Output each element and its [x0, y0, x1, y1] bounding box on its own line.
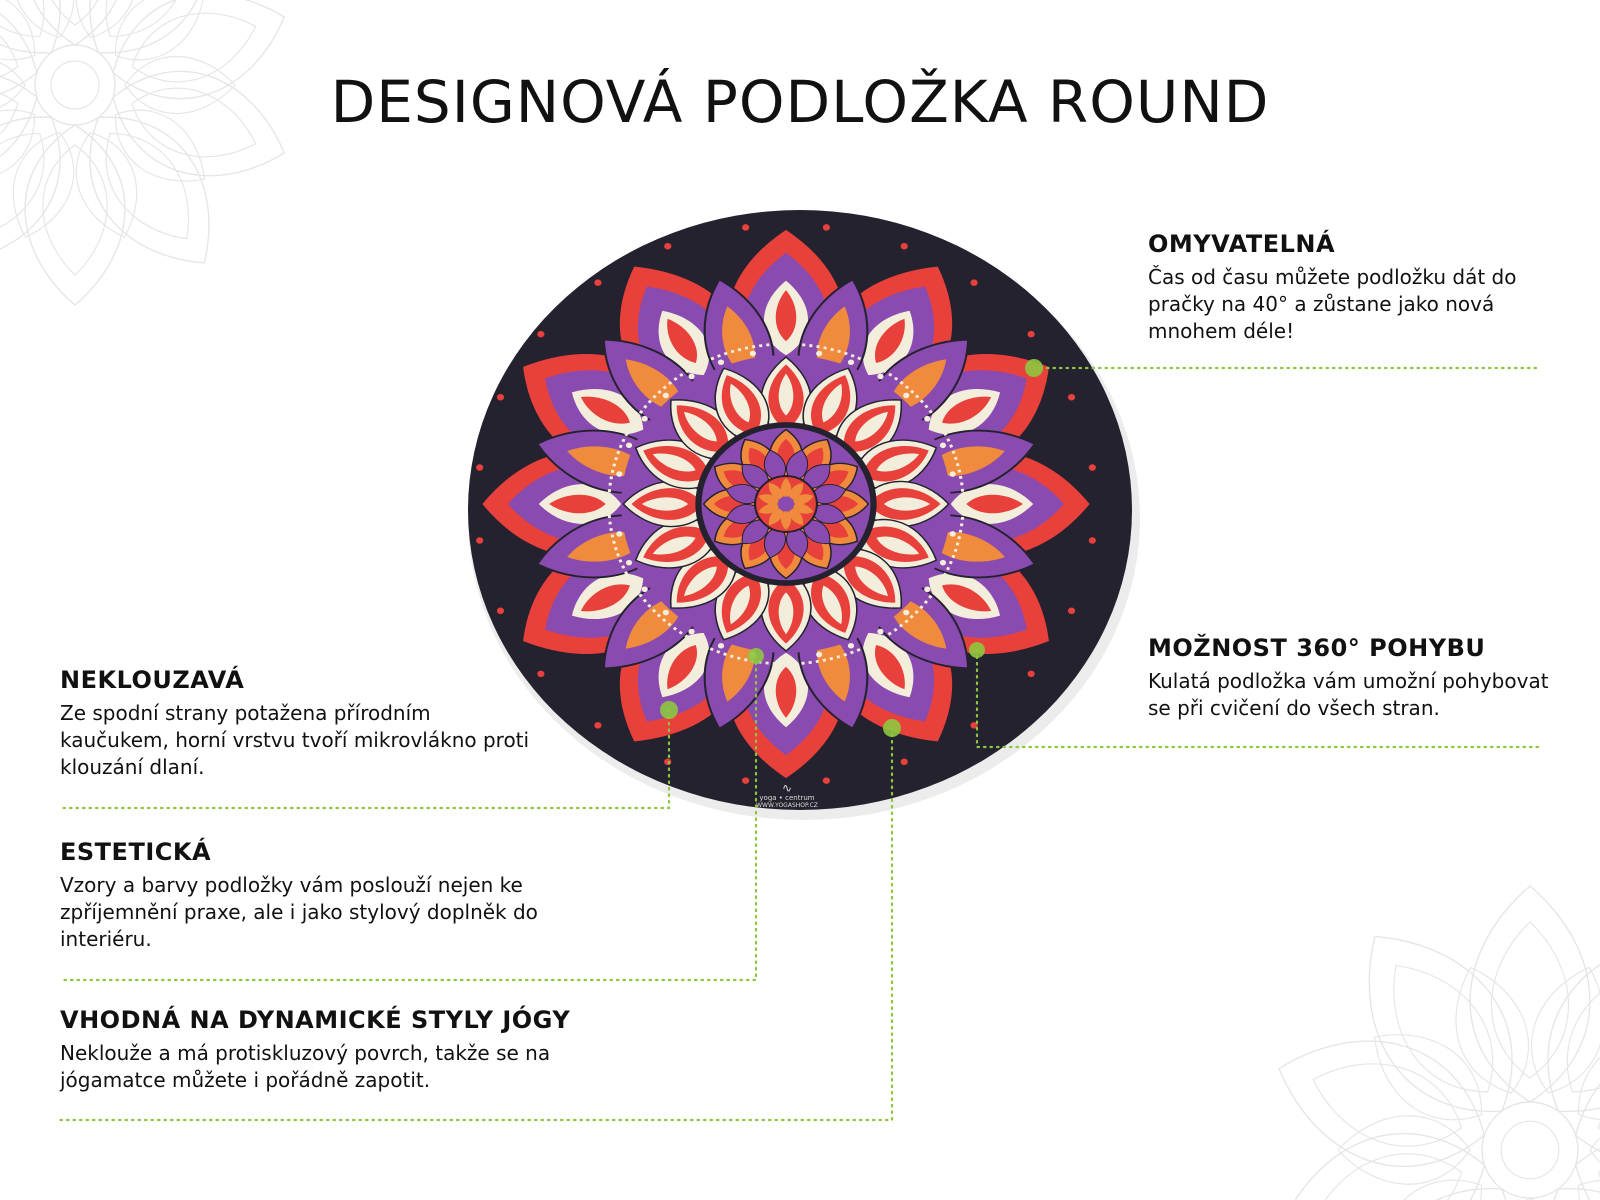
mandala-middle-dot	[642, 586, 648, 592]
bg-mandala-outer-petal	[1470, 886, 1590, 1102]
mandala-middle-dot	[903, 610, 909, 616]
mat-brand-url: WWW.YOGASHOP.CZ	[756, 802, 818, 809]
mandala-middle-dot	[903, 393, 909, 399]
mandala-outer-dot	[594, 279, 601, 286]
background-mandala-top-left	[0, 0, 310, 320]
mandala-middle-dot	[924, 586, 930, 592]
mandala-middle-dot	[663, 393, 669, 399]
mandala-middle-dot	[688, 629, 694, 635]
mandala-middle-dot	[688, 374, 694, 380]
mandala-middle-dot	[940, 560, 946, 566]
feature-pohyb-text: Kulatá podložka vám umožní pohybovat se při cvičení do všech stran.	[1148, 669, 1549, 720]
mandala-outer-dot	[901, 243, 908, 250]
mandala-middle-dot	[750, 652, 756, 658]
bg-mandala-center	[1482, 1102, 1578, 1198]
bg-mandala-outer-petal	[25, 125, 125, 305]
feature-esteticka-heading: ESTETICKÁ	[60, 838, 212, 866]
bg-mandala-inner-petal	[43, 0, 107, 25]
bg-mandala-alt-petal	[1558, 1158, 1600, 1200]
mandala-middle-dot	[816, 351, 822, 357]
mandala-outer-dot	[1028, 671, 1035, 678]
bg-mandala-alt-petal	[0, 124, 87, 246]
mandala-middle-dot	[848, 359, 854, 365]
mandala-middle-dot	[783, 348, 789, 354]
bg-mandala-inner-petal	[1491, 922, 1568, 1078]
feature-neklouzava-heading: NEKLOUZAVÁ	[60, 666, 245, 694]
mandala-outer-dot	[537, 671, 544, 678]
mandala-outer-dot	[497, 394, 504, 401]
background-mandala-bottom-right	[1250, 870, 1600, 1200]
feature-dynamicke-heading: VHODNÁ NA DYNAMICKÉ STYLY JÓGY	[60, 1006, 571, 1034]
mandala-middle-dot	[950, 471, 956, 477]
mandala-middle-dot	[877, 629, 883, 635]
mandala-middle-dot	[816, 652, 822, 658]
bg-mandala-inner-petal	[43, 145, 107, 275]
feature-pohyb	[1148, 634, 1553, 722]
mandala-middle-dot	[616, 471, 622, 477]
page-title: DESIGNOVÁ PODLOŽKA ROUND	[330, 68, 1270, 136]
mandala-outer-dot	[823, 224, 830, 231]
feature-dynamicke-text: Neklouže a má protiskluzový povrch, takže se na jógamatce můžete i pořádně zapotit.	[60, 1041, 551, 1092]
bg-mandala-alt-petal	[1338, 1116, 1470, 1184]
mandala-outer-dot	[1068, 608, 1075, 615]
feature-omyvatelna-heading: OMYVATELNÁ	[1148, 230, 1336, 258]
bg-mandala-inner-petal	[1541, 1186, 1600, 1200]
feature-esteticka-text: Vzory a barvy podložky vám poslouží nejen ke zpříjemnění praxe, ale i jako stylový doplněk do interiéru.	[60, 873, 538, 951]
mandala-middle-dot	[616, 531, 622, 537]
mandala-middle-dot	[663, 610, 669, 616]
mandala-middle-dot	[950, 531, 956, 537]
feature-esteticka	[60, 838, 580, 953]
mandala-middle-dot	[848, 643, 854, 649]
mandala-outer-dot	[664, 759, 671, 766]
lotus-logo-icon: ∿	[781, 781, 793, 795]
mandala-middle-dot	[718, 643, 724, 649]
mandala-middle-dot	[750, 351, 756, 357]
bg-mandala-inner-petal	[1301, 1136, 1473, 1200]
mandala-middle-dot	[626, 443, 632, 449]
feature-neklouzava	[60, 666, 535, 781]
mandala-outer-dot	[476, 464, 483, 471]
bg-mandala-outer-petal	[1326, 901, 1550, 1146]
mandala-outer-dot	[1068, 394, 1075, 401]
bg-mandala-inner-petal	[84, 0, 212, 55]
mandala-outer-dot	[742, 777, 749, 784]
mandala-outer-dot	[970, 279, 977, 286]
mandala-outer-dot	[476, 537, 483, 544]
mandala-middle-dot	[953, 501, 959, 507]
mandala-middle-dot	[877, 374, 883, 380]
mandala-outer-dot	[1028, 331, 1035, 338]
bg-mandala-outer-petal	[1260, 1011, 1502, 1192]
mandala-center-dot	[778, 497, 794, 512]
mandala-outer-dot	[537, 331, 544, 338]
mandala-outer-dot	[497, 608, 504, 615]
mandala-outer-dot	[742, 224, 749, 231]
mandala-outer-dot	[1089, 464, 1096, 471]
mandala-outer-dot	[970, 722, 977, 729]
mandala-middle-dot	[924, 416, 930, 422]
mandala-outer-dot	[823, 777, 830, 784]
mandala-outer-dot	[1089, 537, 1096, 544]
bg-mandala-inner-petal	[1365, 943, 1519, 1114]
feature-pohyb-heading: MOŽNOST 360° POHYBU	[1148, 634, 1486, 662]
mandala-middle-dot	[783, 655, 789, 661]
feature-dynamicke	[60, 1006, 590, 1094]
mandala-outer-dot	[901, 759, 908, 766]
feature-omyvatelna-text: Čas od času můžete podložku dát do pračky na 40° a zůstane jako nová mnohem déle!	[1148, 265, 1517, 343]
bg-mandala-inner-petal	[84, 115, 212, 258]
mat-brand-name: yoga • centrum	[759, 794, 815, 802]
mandala-middle-dot	[613, 501, 619, 507]
round-mat-image	[460, 200, 1140, 820]
mandala-middle-dot	[940, 443, 946, 449]
bg-mandala-inner-petal	[0, 0, 66, 55]
mandala-middle-dot	[626, 560, 632, 566]
feature-omyvatelna	[1148, 230, 1548, 345]
mandala-outer-dot	[594, 722, 601, 729]
mandala-middle-dot	[642, 416, 648, 422]
feature-neklouzava-text: Ze spodní strany potažena přírodním kaučukem, horní vrstvu tvoří mikrovlákno proti klouzání dlaní.	[60, 701, 530, 779]
mat-brand-mark	[752, 782, 822, 809]
bg-mandala-outer-petal	[25, 0, 125, 45]
bg-mandala-center-inner	[1501, 1121, 1559, 1179]
bg-mandala-inner-petal	[1541, 943, 1600, 1114]
mandala-middle-dot	[718, 359, 724, 365]
mandala-outer-dot	[664, 243, 671, 250]
